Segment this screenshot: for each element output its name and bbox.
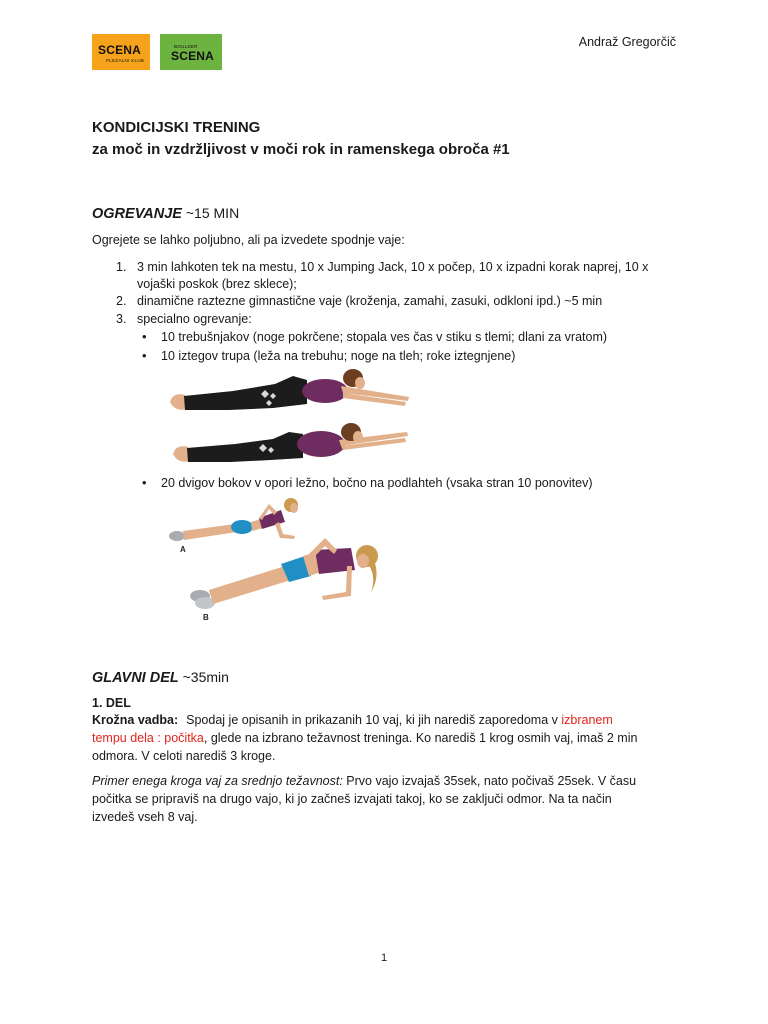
boulder-logo-name: SCENA xyxy=(171,49,215,63)
prone-woman-lower xyxy=(173,423,408,462)
circuit-label: Krožna vadba: xyxy=(92,713,179,727)
face xyxy=(355,377,365,389)
circuit-line-1 xyxy=(92,711,613,729)
purple-top xyxy=(302,379,348,403)
list-item-3: specialno ogrevanje: xyxy=(137,312,252,326)
warmup-intro: Ogrejete se lahko poljubno, ali pa izvedete spodnje vaje: xyxy=(92,233,405,247)
face xyxy=(357,554,369,568)
bullet-marker xyxy=(142,474,147,492)
prone-extension-photo xyxy=(165,362,415,467)
list-item-2: dinamične raztezne gimnastične vaje (kroženja, zamahi, zasuki, odkloni ipd.) ~5 min xyxy=(137,294,603,308)
list-number-1: 1. xyxy=(116,260,127,274)
circuit-text-2: , glede na izbrano težavnost treninga. Ko narediš 1 krog osmih vaj, imaš 2 min xyxy=(203,731,638,745)
example-line-1 xyxy=(92,772,636,790)
main-duration: ~35min xyxy=(182,669,229,685)
author-name: Andraž Gregorčič xyxy=(578,35,676,49)
list-item-1-line-1: 3 min lahkoten tek na mestu, 10 x Jumping Jack, 10 x počep, 10 x izpadni korak naprej, 10 x xyxy=(137,260,649,274)
warmup-heading-label: OGREVANJE xyxy=(92,206,182,222)
circuit-highlight-2: tempu dela : počitka xyxy=(92,731,204,745)
support-arm xyxy=(275,522,295,539)
scena-logo xyxy=(92,34,150,70)
warmup-heading xyxy=(92,203,239,223)
leggings xyxy=(187,432,303,462)
scena-logo-name: SCENA xyxy=(98,43,142,57)
list-item-1-line-2: vojaški poskok (brez sklece); xyxy=(137,277,297,291)
figure-label-b: B xyxy=(203,613,209,622)
side-lying-woman-a xyxy=(169,498,298,554)
purple-top xyxy=(297,431,345,457)
shoes xyxy=(169,531,185,541)
part-title: 1. DEL xyxy=(92,696,131,710)
sub-item-crunches: 10 trebušnjakov (noge pokrčene; stopala ves čas v stiku s tlemi; dlani za vratom) xyxy=(161,330,608,344)
legs xyxy=(183,524,237,540)
warmup-duration: ~15 MIN xyxy=(185,205,240,221)
document-subtitle: za moč in vzdržljivost v moči rok in ramenskega obroča #1 xyxy=(92,141,510,158)
list-number-3: 3. xyxy=(116,312,127,326)
page-number: 1 xyxy=(381,952,388,964)
sub-item-side-hip-raises: 20 dvigov bokov v opori ležno, bočno na podlahteh (vsaka stran 10 ponovitev) xyxy=(161,476,593,490)
legs xyxy=(209,566,291,604)
side-plank-woman-b xyxy=(190,538,378,622)
boulder-logo-top: BOULDER xyxy=(174,44,198,49)
circuit-line-2 xyxy=(92,729,637,747)
shorts xyxy=(231,520,253,534)
example-label: Primer enega kroga vaj za srednjo težavnost: xyxy=(92,774,343,788)
example-line-3: izvedeš vseh 8 vaj. xyxy=(92,810,198,824)
example-line-2: počitka se pripraviš na drugo vajo, ki jo začneš izvajati takoj, ko se zaključi odmor. Na ta način xyxy=(92,792,612,806)
main-heading xyxy=(92,667,229,687)
bullet-marker xyxy=(142,347,147,365)
figure-label-a: A xyxy=(180,545,186,554)
circuit-line-3: odmora. V celoti narediš 3 kroge. xyxy=(92,749,276,763)
circuit-highlight-1: izbranem xyxy=(561,713,613,727)
example-text-1: Prvo vajo izvajaš 35sek, nato počivaš 25sek. V času xyxy=(342,774,637,788)
circuit-text-1: Spodaj je opisanih in prikazanih 10 vaj, ki jih narediš zaporedoma v xyxy=(186,713,562,727)
prone-woman-upper xyxy=(170,369,409,410)
arms xyxy=(341,386,409,406)
document-title: KONDICIJSKI TRENING xyxy=(92,119,261,136)
bullet-marker xyxy=(142,328,147,346)
face xyxy=(290,503,298,513)
side-plank-photo xyxy=(155,492,395,627)
list-number-2: 2. xyxy=(116,294,127,308)
boulder-scena-logo xyxy=(160,34,222,70)
leggings xyxy=(184,376,307,410)
scena-logo-tagline: PLEZALNI KLUB xyxy=(106,58,145,63)
main-heading-label: GLAVNI DEL xyxy=(92,670,179,686)
sub-item-back-extensions: 10 iztegov trupa (leža na trebuhu; noge na tleh; roke iztegnjene) xyxy=(161,349,516,363)
face xyxy=(353,431,363,443)
